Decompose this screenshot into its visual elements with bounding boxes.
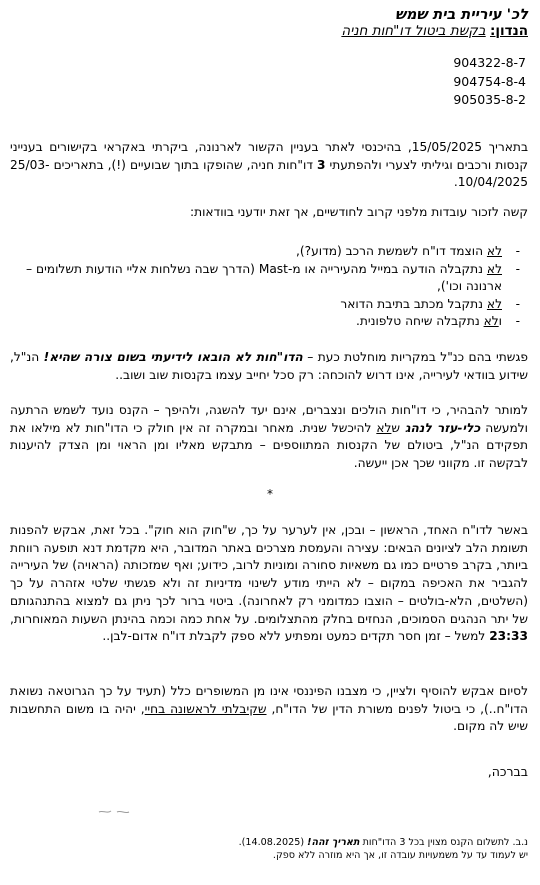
negation-word: לא [486,296,502,311]
list-item [22,296,502,314]
list-item-text: הוצמד דו"ח לשמשת הרכב (מדוע?), [296,244,487,258]
list-item-text: נתקבלה הודעה במייל מהעירייה או מ-Mast (הדרך שבה נשלחות אליי הודעות תשלומים – ארנונה וכו'), [26,261,502,293]
emphasis-text: כלי-עזר לנהג [405,420,481,435]
paragraph-text: ש [391,420,406,435]
paragraph-not-notified [10,349,528,384]
subject-line [10,23,528,40]
subject-label: הנדון: [490,23,528,39]
postscript-line [60,836,528,849]
paragraph-text: דו"חות חניה, שהופקו בתוך שבועיים (!), בתאריכים 25/03-10/04/2025. [10,157,528,190]
paragraph-text: הנ"ל, שידוע בוודאי לעירייה, אינו דרוש להוכחה: רק סכל יחייב עצמו בקנסות שוב ושוב.. [10,350,528,382]
paragraph-purpose [10,402,528,473]
reference-number: 904754-8-4 [453,73,526,89]
list-item [22,313,502,331]
subject-text: בקשת ביטול דו"חות חניה [341,23,486,39]
reference-number: 905035-8-2 [453,92,526,107]
postscript-note [60,836,528,862]
reference-numbers [10,54,526,110]
paragraph-text: לסיום אבקש להוסיף ולציין, כי מצבנו הפיננסי אינו מן המשופרים כלל (תעיד על כך הגרוטאה נשואת הדו"ח..), כי ביטול לפנים משורת הדין של הדו"ח, [10,684,528,716]
signature-mark [95,800,155,820]
negation-word: לא [376,420,392,435]
emphasis-text: שקיבלתי לראשונה בחיי [144,701,267,716]
list-item-prefix: ו [498,314,502,328]
negation-word: לא [486,261,502,276]
ticket-time: 23:33 [489,629,528,644]
paragraph-closing-request [10,683,528,736]
list-item [22,261,502,296]
negation-word: לא [483,314,499,328]
note-emphasis: תאריך זהה! [307,837,360,848]
section-divider: * [267,487,273,501]
paragraph-text: למשל – זמן חסר תקדים כמעט ומפתיע ללא ספק לקבלת דו"ח אדום-לבן.. [102,629,490,644]
negation-word: לא [486,244,502,258]
paragraph-text: באשר לדו"ח האחד, הראשון – ובכן, אין לערער על כך, ש"חוק הוא חוק". בכל זאת, אבקש להפנות תשומת הלב לציונים הבאים: עצירה והעמסת מצרכים באתר המדובר, היא מקדמת דנא תופעה רווחת ביותר, בקרב פרטיים כמו גם משאיות סחורה ומוניות לרוב, כידוע; ואף שמזכותה (הראויה) של העירייה להגביר את האכיפה במקום – לא הייתי מודע לשינוי מדיניות זה ולא פגשתי שלטי אזהרה על כך (השלטים, הלא-בולטים – הוצבו כמדומני רק לאחרונה). ביטוי ברור לכך ניתן גם למצוא בהתנהגותם של יתר הנהגים הסמוכים, הנחזים בחלק מהתצלומים. על אחת כמה וכמה בהינתן השעות המאוחרות, [10,523,528,626]
reference-number: 904322-8-7 [453,55,526,70]
paragraph-text: להיכשל שנית. מאחר ובמקרה זה אין חולק כי הדו"חות לא מילאו את תפקידם הנ"ל, ביטולם של הקנסות המתווספים – מתבקש מאליו ומן הראוי ומן הצדק להיענות לבקשה זו. מקווני שכך אכן ייעשה. [10,420,528,471]
list-item [22,243,502,261]
paragraph-text: למותר להבהיר, כי דו"חות הולכים ונצברים, אינם יעד להשגה, ולהיפך – הקנס נועד לשמש הרתעה ולמעשה [10,403,529,435]
emphasis-text: הדו"חות לא הובאו לידיעתי בשום צורה שהיא! [43,350,303,364]
closing-greeting: בברכה, [487,764,528,779]
paragraph-text: בתאריך 15/05/2025, בהיכנסי לאתר בעניין הקשור לארנונה, ביקרתי באקראי בקישורים בענייני קנסות ורכבים וגיליתי לצערי ולהפתעתי [10,140,528,172]
postscript-line: יש לעמוד עד על משמעויות עובדה זו, אך היא מוזרה ללא ספק. [272,850,528,861]
note-text: נ.ב. לתשלום הקנס מצוין בכל 3 הדו"חות [359,837,528,848]
paragraph-text: פגשתי בהם כנ"ל במקריות מוחלטת כעת – [302,350,529,364]
paragraph-text: , יהיה בו משום התחשבות שיש לה מקום. [10,701,528,734]
paragraph-certainty: קשה לזכור עובדות מלפני קרוב לחודשיים, אך זאת יודעני בוודאות: [189,205,528,219]
ticket-count: 3 [317,157,326,172]
paragraph-first-ticket [10,522,528,646]
recipient-line: לכ' עיריית בית שמש [395,7,528,23]
note-text: (14.08.2025). [238,837,308,848]
list-item-text: נתקבל מכתב בתיבת הדואר [340,296,487,311]
paragraph-discovery [10,139,528,192]
facts-list [22,243,526,331]
list-item-text: נתקבלה שיחה טלפונית. [355,314,484,328]
